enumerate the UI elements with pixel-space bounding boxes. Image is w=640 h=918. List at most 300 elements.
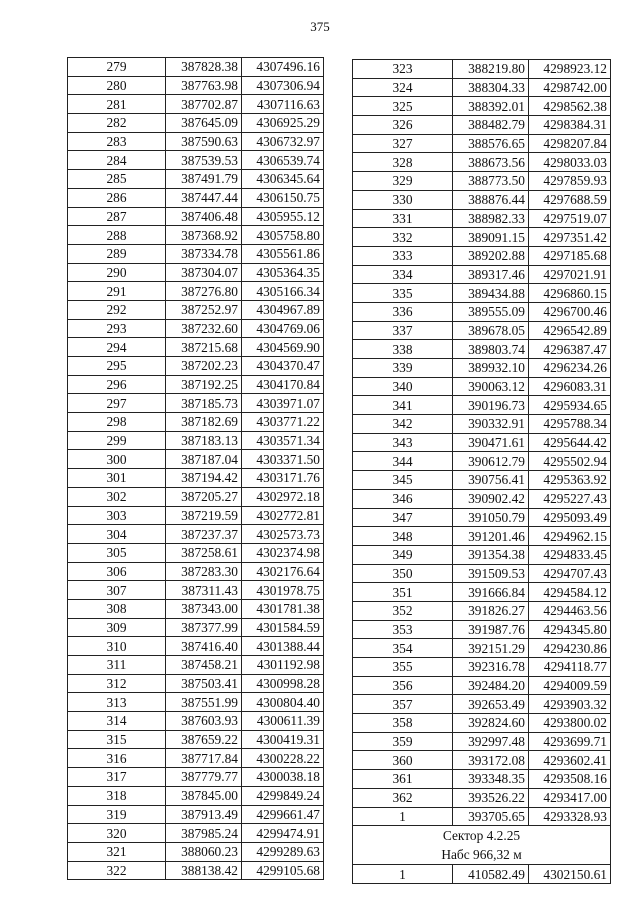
point-number-cell: 283 [68, 132, 166, 151]
table-row [68, 618, 324, 637]
x-coordinate-cell: 387551.99 [166, 693, 242, 712]
x-coordinate-cell: 391826.27 [453, 601, 529, 620]
table-row [68, 263, 324, 282]
table-row [68, 375, 324, 394]
x-coordinate-cell: 388060.23 [166, 842, 242, 861]
x-coordinate-cell: 392653.49 [453, 695, 529, 714]
table-row [68, 861, 324, 880]
x-coordinate-cell: 389678.05 [453, 321, 529, 340]
table-row [353, 583, 611, 602]
table-row [353, 377, 611, 396]
y-coordinate-cell: 4295227.43 [529, 489, 611, 508]
point-number-cell: 302 [68, 487, 166, 506]
y-coordinate-cell: 4305364.35 [242, 263, 324, 282]
x-coordinate-cell: 387447.44 [166, 188, 242, 207]
table-row [68, 188, 324, 207]
y-coordinate-cell: 4297021.91 [529, 265, 611, 284]
y-coordinate-cell: 4294463.56 [529, 601, 611, 620]
point-number-cell: 317 [68, 768, 166, 787]
table-row [353, 340, 611, 359]
x-coordinate-cell: 387343.00 [166, 599, 242, 618]
table-row [353, 471, 611, 490]
x-coordinate-cell: 390332.91 [453, 415, 529, 434]
table-row [68, 394, 324, 413]
point-number-cell: 311 [68, 656, 166, 675]
point-number-cell: 350 [353, 564, 453, 583]
point-number-cell: 320 [68, 824, 166, 843]
y-coordinate-cell: 4299289.63 [242, 842, 324, 861]
x-coordinate-cell: 387237.37 [166, 525, 242, 544]
point-number-cell: 314 [68, 712, 166, 731]
x-coordinate-cell: 387192.25 [166, 375, 242, 394]
x-coordinate-cell: 387311.43 [166, 581, 242, 600]
x-coordinate-cell: 387645.09 [166, 114, 242, 133]
table-row [353, 116, 611, 135]
y-coordinate-cell: 4293903.32 [529, 695, 611, 714]
table-row [68, 525, 324, 544]
y-coordinate-cell: 4295788.34 [529, 415, 611, 434]
table-row [353, 246, 611, 265]
point-number-cell: 286 [68, 188, 166, 207]
y-coordinate-cell: 4294833.45 [529, 545, 611, 564]
x-coordinate-cell: 387276.80 [166, 282, 242, 301]
y-coordinate-cell: 4300228.22 [242, 749, 324, 768]
x-coordinate-cell: 387304.07 [166, 263, 242, 282]
y-coordinate-cell: 4300611.39 [242, 712, 324, 731]
table-row [68, 487, 324, 506]
coordinates-table-left [67, 57, 324, 880]
point-number-cell: 332 [353, 228, 453, 247]
y-coordinate-cell: 4293328.93 [529, 807, 611, 826]
y-coordinate-cell: 4298384.31 [529, 116, 611, 135]
y-coordinate-cell: 4297859.93 [529, 172, 611, 191]
y-coordinate-cell: 4299849.24 [242, 786, 324, 805]
point-number-cell: 285 [68, 170, 166, 189]
table-row [68, 599, 324, 618]
x-coordinate-cell: 387416.40 [166, 637, 242, 656]
table-row [353, 228, 611, 247]
table-row [353, 302, 611, 321]
y-coordinate-cell: 4296083.31 [529, 377, 611, 396]
y-coordinate-cell: 4297351.42 [529, 228, 611, 247]
table-row [68, 132, 324, 151]
sector-length: Набс 966,32 м [353, 845, 611, 865]
table-row [353, 172, 611, 191]
point-number-cell: 321 [68, 842, 166, 861]
point-number-cell: 360 [353, 751, 453, 770]
point-number-cell: 326 [353, 116, 453, 135]
x-coordinate-cell: 387205.27 [166, 487, 242, 506]
y-coordinate-cell: 4307116.63 [242, 95, 324, 114]
y-coordinate-cell: 4301192.98 [242, 656, 324, 675]
x-coordinate-cell: 389091.15 [453, 228, 529, 247]
y-coordinate-cell: 4295093.49 [529, 508, 611, 527]
table-row [68, 95, 324, 114]
table-row [353, 489, 611, 508]
point-number-cell: 338 [353, 340, 453, 359]
sector-title: Сектор 4.2.25 [353, 826, 611, 846]
table-row [353, 807, 611, 826]
point-number-cell: 306 [68, 562, 166, 581]
x-coordinate-cell: 387539.53 [166, 151, 242, 170]
table-row [68, 506, 324, 525]
y-coordinate-cell: 4300038.18 [242, 768, 324, 787]
y-coordinate-cell: 4296387.47 [529, 340, 611, 359]
table-row [353, 564, 611, 583]
x-coordinate-cell: 390471.61 [453, 433, 529, 452]
x-coordinate-cell: 387334.78 [166, 244, 242, 263]
point-number-cell: 287 [68, 207, 166, 226]
point-number-cell: 288 [68, 226, 166, 245]
x-coordinate-cell: 387185.73 [166, 394, 242, 413]
y-coordinate-cell: 4294962.15 [529, 527, 611, 546]
point-number-cell: 347 [353, 508, 453, 527]
y-coordinate-cell: 4298033.03 [529, 153, 611, 172]
point-number-cell: 296 [68, 375, 166, 394]
point-number-cell: 309 [68, 618, 166, 637]
y-coordinate-cell: 4299661.47 [242, 805, 324, 824]
table-row [353, 153, 611, 172]
y-coordinate-cell: 4293417.00 [529, 788, 611, 807]
point-number-cell: 290 [68, 263, 166, 282]
x-coordinate-cell: 387377.99 [166, 618, 242, 637]
table-row [68, 244, 324, 263]
x-coordinate-cell: 390756.41 [453, 471, 529, 490]
point-number-cell: 279 [68, 58, 166, 77]
x-coordinate-cell: 387283.30 [166, 562, 242, 581]
x-coordinate-cell: 387779.77 [166, 768, 242, 787]
x-coordinate-cell: 387503.41 [166, 674, 242, 693]
point-number-cell: 301 [68, 469, 166, 488]
point-number-cell: 331 [353, 209, 453, 228]
x-coordinate-cell: 387406.48 [166, 207, 242, 226]
point-number-cell: 327 [353, 134, 453, 153]
y-coordinate-cell: 4303371.50 [242, 450, 324, 469]
table-row [68, 656, 324, 675]
x-coordinate-cell: 392151.29 [453, 639, 529, 658]
table-row [68, 824, 324, 843]
x-coordinate-cell: 387194.42 [166, 469, 242, 488]
point-number-cell: 299 [68, 431, 166, 450]
x-coordinate-cell: 391666.84 [453, 583, 529, 602]
x-coordinate-cell: 390196.73 [453, 396, 529, 415]
y-coordinate-cell: 4294345.80 [529, 620, 611, 639]
point-number-cell: 351 [353, 583, 453, 602]
point-number-cell: 358 [353, 714, 453, 733]
y-coordinate-cell: 4304569.90 [242, 338, 324, 357]
point-number-cell: 294 [68, 338, 166, 357]
table-row [353, 78, 611, 97]
y-coordinate-cell: 4303771.22 [242, 413, 324, 432]
table-row [353, 788, 611, 807]
x-coordinate-cell: 387702.87 [166, 95, 242, 114]
table-row [353, 359, 611, 378]
point-number-cell: 300 [68, 450, 166, 469]
table-row [353, 415, 611, 434]
x-coordinate-cell: 389932.10 [453, 359, 529, 378]
x-coordinate-cell: 388773.50 [453, 172, 529, 191]
y-coordinate-cell: 4305758.80 [242, 226, 324, 245]
x-coordinate-cell: 387491.79 [166, 170, 242, 189]
table-row [68, 76, 324, 95]
x-coordinate-cell: 387913.49 [166, 805, 242, 824]
x-coordinate-cell: 387252.97 [166, 300, 242, 319]
y-coordinate-cell: 4301978.75 [242, 581, 324, 600]
y-coordinate-cell: 4294584.12 [529, 583, 611, 602]
x-coordinate-cell: 387202.23 [166, 357, 242, 376]
x-coordinate-cell: 391987.76 [453, 620, 529, 639]
table-row [353, 321, 611, 340]
table-row [68, 282, 324, 301]
y-coordinate-cell: 4300804.40 [242, 693, 324, 712]
x-coordinate-cell: 389434.88 [453, 284, 529, 303]
point-number-cell: 329 [353, 172, 453, 191]
x-coordinate-cell: 387232.60 [166, 319, 242, 338]
point-number-cell: 308 [68, 599, 166, 618]
point-number-cell: 310 [68, 637, 166, 656]
y-coordinate-cell: 4294230.86 [529, 639, 611, 658]
table-row [353, 60, 611, 79]
y-coordinate-cell: 4295363.92 [529, 471, 611, 490]
x-coordinate-cell: 389317.46 [453, 265, 529, 284]
point-number-cell: 339 [353, 359, 453, 378]
point-number-cell: 1 [353, 865, 453, 884]
y-coordinate-cell: 4302150.61 [529, 865, 611, 884]
x-coordinate-cell: 387219.59 [166, 506, 242, 525]
y-coordinate-cell: 4304769.06 [242, 319, 324, 338]
y-coordinate-cell: 4302374.98 [242, 543, 324, 562]
table-row [68, 786, 324, 805]
point-number-cell: 291 [68, 282, 166, 301]
point-number-cell: 312 [68, 674, 166, 693]
point-number-cell: 284 [68, 151, 166, 170]
point-number-cell: 313 [68, 693, 166, 712]
y-coordinate-cell: 4296860.15 [529, 284, 611, 303]
point-number-cell: 304 [68, 525, 166, 544]
y-coordinate-cell: 4296542.89 [529, 321, 611, 340]
y-coordinate-cell: 4306732.97 [242, 132, 324, 151]
point-number-cell: 361 [353, 770, 453, 789]
table-row [353, 676, 611, 695]
table-row [68, 338, 324, 357]
y-coordinate-cell: 4293800.02 [529, 714, 611, 733]
y-coordinate-cell: 4302573.73 [242, 525, 324, 544]
point-number-cell: 341 [353, 396, 453, 415]
point-number-cell: 346 [353, 489, 453, 508]
y-coordinate-cell: 4302972.18 [242, 487, 324, 506]
table-row [68, 319, 324, 338]
point-number-cell: 355 [353, 658, 453, 677]
y-coordinate-cell: 4304370.47 [242, 357, 324, 376]
x-coordinate-cell: 387828.38 [166, 58, 242, 77]
y-coordinate-cell: 4306345.64 [242, 170, 324, 189]
y-coordinate-cell: 4293602.41 [529, 751, 611, 770]
table-row [68, 842, 324, 861]
point-number-cell: 344 [353, 452, 453, 471]
y-coordinate-cell: 4304967.89 [242, 300, 324, 319]
x-coordinate-cell: 387368.92 [166, 226, 242, 245]
table-row [353, 620, 611, 639]
table-row [353, 433, 611, 452]
y-coordinate-cell: 4307496.16 [242, 58, 324, 77]
point-number-cell: 316 [68, 749, 166, 768]
x-coordinate-cell: 391201.46 [453, 527, 529, 546]
y-coordinate-cell: 4303171.76 [242, 469, 324, 488]
point-number-cell: 307 [68, 581, 166, 600]
x-coordinate-cell: 388392.01 [453, 97, 529, 116]
y-coordinate-cell: 4306539.74 [242, 151, 324, 170]
y-coordinate-cell: 4294009.59 [529, 676, 611, 695]
table-row [68, 562, 324, 581]
y-coordinate-cell: 4298923.12 [529, 60, 611, 79]
y-coordinate-cell: 4294118.77 [529, 658, 611, 677]
x-coordinate-cell: 390612.79 [453, 452, 529, 471]
point-number-cell: 362 [353, 788, 453, 807]
point-number-cell: 352 [353, 601, 453, 620]
y-coordinate-cell: 4297688.59 [529, 190, 611, 209]
table-row [68, 543, 324, 562]
table-row [353, 508, 611, 527]
table-row [353, 134, 611, 153]
x-coordinate-cell: 387603.93 [166, 712, 242, 731]
y-coordinate-cell: 4293699.71 [529, 732, 611, 751]
point-number-cell: 335 [353, 284, 453, 303]
table-row [68, 114, 324, 133]
table-row [353, 190, 611, 209]
y-coordinate-cell: 4295644.42 [529, 433, 611, 452]
point-number-cell: 292 [68, 300, 166, 319]
table-row [353, 732, 611, 751]
y-coordinate-cell: 4296234.26 [529, 359, 611, 378]
x-coordinate-cell: 393705.65 [453, 807, 529, 826]
table-row [68, 712, 324, 731]
y-coordinate-cell: 4299474.91 [242, 824, 324, 843]
point-number-cell: 340 [353, 377, 453, 396]
x-coordinate-cell: 387215.68 [166, 338, 242, 357]
point-number-cell: 297 [68, 394, 166, 413]
point-number-cell: 293 [68, 319, 166, 338]
coordinates-table-right [352, 59, 611, 884]
point-number-cell: 282 [68, 114, 166, 133]
table-row [353, 770, 611, 789]
table-row [68, 637, 324, 656]
x-coordinate-cell: 391509.53 [453, 564, 529, 583]
point-number-cell: 353 [353, 620, 453, 639]
table-row [68, 151, 324, 170]
x-coordinate-cell: 387187.04 [166, 450, 242, 469]
point-number-cell: 342 [353, 415, 453, 434]
table-row [68, 693, 324, 712]
y-coordinate-cell: 4297519.07 [529, 209, 611, 228]
x-coordinate-cell: 392824.60 [453, 714, 529, 733]
point-number-cell: 334 [353, 265, 453, 284]
table-row [68, 58, 324, 77]
point-number-cell: 280 [68, 76, 166, 95]
table-row [68, 450, 324, 469]
table-row [68, 300, 324, 319]
table-row [353, 97, 611, 116]
table-row [353, 865, 611, 884]
point-number-cell: 348 [353, 527, 453, 546]
x-coordinate-cell: 388982.33 [453, 209, 529, 228]
y-coordinate-cell: 4304170.84 [242, 375, 324, 394]
point-number-cell: 325 [353, 97, 453, 116]
y-coordinate-cell: 4299105.68 [242, 861, 324, 880]
y-coordinate-cell: 4301781.38 [242, 599, 324, 618]
table-row [353, 284, 611, 303]
page-number: 375 [310, 19, 330, 34]
x-coordinate-cell: 393172.08 [453, 751, 529, 770]
point-number-cell: 305 [68, 543, 166, 562]
y-coordinate-cell: 4294707.43 [529, 564, 611, 583]
x-coordinate-cell: 393348.35 [453, 770, 529, 789]
point-number-cell: 345 [353, 471, 453, 490]
x-coordinate-cell: 387717.84 [166, 749, 242, 768]
table-row [68, 357, 324, 376]
y-coordinate-cell: 4293508.16 [529, 770, 611, 789]
point-number-cell: 281 [68, 95, 166, 114]
table-row [353, 714, 611, 733]
x-coordinate-cell: 389555.09 [453, 302, 529, 321]
y-coordinate-cell: 4295934.65 [529, 396, 611, 415]
y-coordinate-cell: 4300998.28 [242, 674, 324, 693]
x-coordinate-cell: 390063.12 [453, 377, 529, 396]
table-row [353, 452, 611, 471]
x-coordinate-cell: 387182.69 [166, 413, 242, 432]
table-row [68, 805, 324, 824]
point-number-cell: 298 [68, 413, 166, 432]
point-number-cell: 315 [68, 730, 166, 749]
table-row [353, 751, 611, 770]
table-row [68, 170, 324, 189]
y-coordinate-cell: 4302772.81 [242, 506, 324, 525]
x-coordinate-cell: 388219.80 [453, 60, 529, 79]
point-number-cell: 336 [353, 302, 453, 321]
y-coordinate-cell: 4301388.44 [242, 637, 324, 656]
x-coordinate-cell: 389803.74 [453, 340, 529, 359]
table-row [68, 749, 324, 768]
x-coordinate-cell: 388673.56 [453, 153, 529, 172]
point-number-cell: 322 [68, 861, 166, 880]
y-coordinate-cell: 4303571.34 [242, 431, 324, 450]
point-number-cell: 330 [353, 190, 453, 209]
x-coordinate-cell: 391354.38 [453, 545, 529, 564]
table-row [68, 768, 324, 787]
x-coordinate-cell: 410582.49 [453, 865, 529, 884]
table-row [353, 527, 611, 546]
table-row [353, 639, 611, 658]
table-row [353, 209, 611, 228]
x-coordinate-cell: 387985.24 [166, 824, 242, 843]
y-coordinate-cell: 4297185.68 [529, 246, 611, 265]
point-number-cell: 333 [353, 246, 453, 265]
table-row [68, 207, 324, 226]
point-number-cell: 295 [68, 357, 166, 376]
y-coordinate-cell: 4296700.46 [529, 302, 611, 321]
table-row [68, 431, 324, 450]
table-row [353, 695, 611, 714]
x-coordinate-cell: 387845.00 [166, 786, 242, 805]
x-coordinate-cell: 391050.79 [453, 508, 529, 527]
x-coordinate-cell: 387458.21 [166, 656, 242, 675]
x-coordinate-cell: 387763.98 [166, 76, 242, 95]
point-number-cell: 289 [68, 244, 166, 263]
point-number-cell: 356 [353, 676, 453, 695]
y-coordinate-cell: 4298207.84 [529, 134, 611, 153]
x-coordinate-cell: 388138.42 [166, 861, 242, 880]
x-coordinate-cell: 387183.13 [166, 431, 242, 450]
point-number-cell: 1 [353, 807, 453, 826]
